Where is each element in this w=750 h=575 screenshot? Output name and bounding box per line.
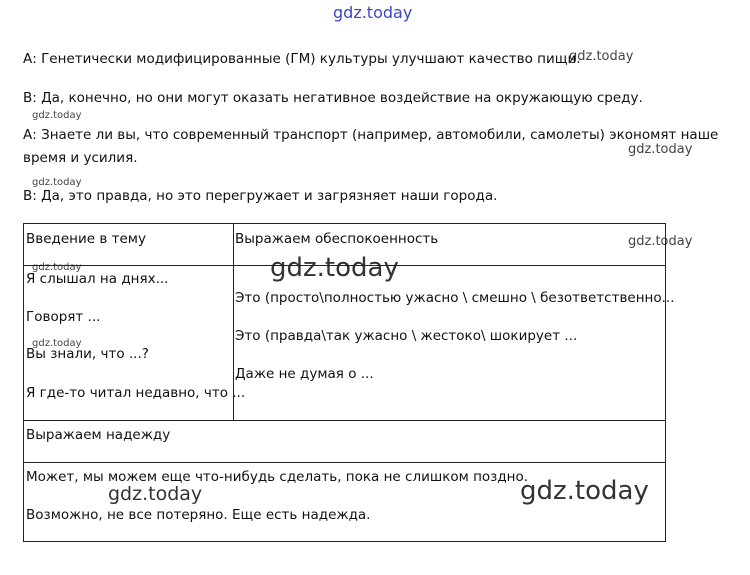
dialogue-line-b1: В: Да, конечно, но они могут оказать негативное воздействие на окружающую среду. <box>23 90 643 106</box>
dialogue-line-b2: В: Да, это правда, но это перегружает и загрязняет наши города. <box>23 188 498 204</box>
row-divider <box>24 420 665 421</box>
concern-phrase: Даже не думая о ... <box>235 366 374 382</box>
watermark: gdz.today <box>32 177 82 188</box>
dialogue-line-a2: А: Знаете ли вы, что современный транспорт (например, автомобили, самолеты) экономят наше <box>23 127 719 143</box>
header-hope: Выражаем надежду <box>26 427 171 443</box>
watermark: gdz.today <box>628 234 693 249</box>
row-divider <box>24 265 665 266</box>
watermark: gdz.today <box>628 142 693 157</box>
header-concern: Выражаем обеспокоенность <box>235 231 439 247</box>
row-divider <box>24 462 665 463</box>
intro-phrase: Я слышал на днях... <box>26 271 169 287</box>
watermark: gdz.today <box>569 49 634 64</box>
watermark: gdz.today <box>32 338 82 349</box>
hope-phrase: Может, мы можем еще что-нибудь сделать, пока не слишком поздно. <box>26 469 529 485</box>
concern-phrase: Это (правда\так ужасно \ жестоко\ шокирует ... <box>235 328 578 344</box>
watermark: gdz.today <box>333 3 413 22</box>
intro-phrase: Я где-то читал недавно, что ... <box>26 385 246 401</box>
watermark-large: gdz.today <box>520 476 649 506</box>
watermark-medium: gdz.today <box>108 483 203 505</box>
phrases-table <box>23 223 675 542</box>
header-intro: Введение в тему <box>26 231 146 247</box>
concern-phrase: Это (просто\полностью ужасно \ смешно \ безответственно... <box>235 290 675 306</box>
dialogue-line-a1: А: Генетически модифицированные (ГМ) культуры улучшают качество пищи. <box>23 51 581 67</box>
watermark: gdz.today <box>32 262 82 273</box>
hope-phrase: Возможно, не все потеряно. Еще есть надежда. <box>26 507 371 523</box>
watermark-large: gdz.today <box>270 253 399 283</box>
intro-phrase: Вы знали, что ...? <box>26 346 149 362</box>
intro-phrase: Говорят ... <box>26 309 101 325</box>
watermark: gdz.today <box>32 110 82 121</box>
dialogue-line-a2-cont: время и усилия. <box>23 150 138 166</box>
